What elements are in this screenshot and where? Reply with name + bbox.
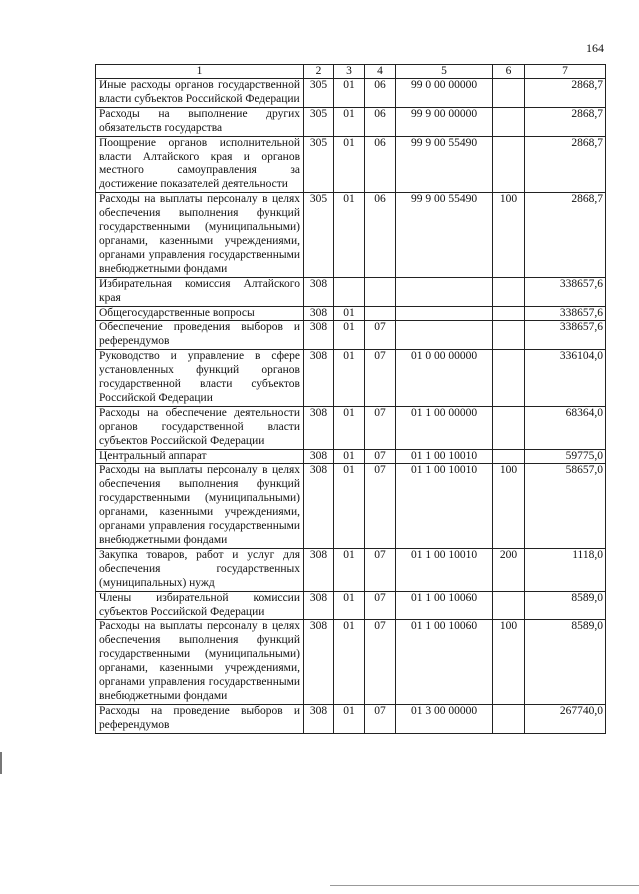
amount-value: 338657,6 — [525, 306, 606, 321]
amount-value: 267740,0 — [525, 704, 606, 733]
row-description: Члены избирательной комиссии субъектов Российской Федерации — [96, 591, 304, 620]
section-code: 01 — [334, 449, 365, 464]
expense-type-code — [493, 591, 525, 620]
page-bottom-border — [330, 885, 639, 886]
table-row — [96, 464, 606, 548]
target-article-code: 99 9 00 55490 — [396, 136, 493, 193]
section-code: 01 — [334, 350, 365, 407]
section-code: 01 — [334, 136, 365, 193]
subsection-code: 07 — [365, 449, 396, 464]
scan-edge-mark — [0, 752, 2, 774]
table-row — [96, 79, 606, 108]
section-code: 01 — [334, 591, 365, 620]
column-header: 2 — [304, 65, 334, 79]
expense-type-code — [493, 136, 525, 193]
expense-type-code: 100 — [493, 193, 525, 277]
table-row — [96, 350, 606, 407]
amount-value: 8589,0 — [525, 591, 606, 620]
budget-table — [95, 64, 606, 734]
table-header-row — [96, 65, 606, 79]
admin-code: 308 — [304, 406, 334, 449]
row-description: Расходы на выполнение других обязательств государства — [96, 107, 304, 136]
row-description: Центральный аппарат — [96, 449, 304, 464]
admin-code: 308 — [304, 464, 334, 548]
subsection-code: 06 — [365, 107, 396, 136]
section-code: 01 — [334, 321, 365, 350]
subsection-code: 07 — [365, 591, 396, 620]
target-article-code: 01 1 00 10060 — [396, 620, 493, 704]
target-article-code: 01 1 00 10060 — [396, 591, 493, 620]
target-article-code: 99 9 00 55490 — [396, 193, 493, 277]
expense-type-code — [493, 306, 525, 321]
target-article-code — [396, 277, 493, 306]
expense-type-code: 200 — [493, 548, 525, 591]
target-article-code: 01 1 00 10010 — [396, 464, 493, 548]
amount-value: 336104,0 — [525, 350, 606, 407]
subsection-code: 07 — [365, 704, 396, 733]
row-description: Расходы на выплаты персоналу в целях обеспечения выполнения функций государственными (муниципальными) органами, казенными учреждениями, органами управления государственными внебюджетными фондами — [96, 193, 304, 277]
row-description: Расходы на выплаты персоналу в целях обеспечения выполнения функций государственными (муниципальными) органами, казенными учреждениями, органами управления государственными внебюджетными фондами — [96, 464, 304, 548]
amount-value: 8589,0 — [525, 620, 606, 704]
row-description: Избирательная комиссия Алтайского края — [96, 277, 304, 306]
target-article-code: 99 0 00 00000 — [396, 79, 493, 108]
target-article-code: 01 1 00 10010 — [396, 449, 493, 464]
column-header: 7 — [525, 65, 606, 79]
column-header: 6 — [493, 65, 525, 79]
section-code: 01 — [334, 548, 365, 591]
row-description: Иные расходы органов государственной власти субъектов Российской Федерации — [96, 79, 304, 108]
subsection-code: 07 — [365, 620, 396, 704]
table-row — [96, 449, 606, 464]
column-header: 4 — [365, 65, 396, 79]
admin-code: 308 — [304, 350, 334, 407]
table-row — [96, 704, 606, 733]
expense-type-code — [493, 704, 525, 733]
target-article-code: 01 1 00 00000 — [396, 406, 493, 449]
amount-value: 59775,0 — [525, 449, 606, 464]
table-row — [96, 591, 606, 620]
expense-type-code — [493, 277, 525, 306]
section-code: 01 — [334, 193, 365, 277]
expense-type-code — [493, 79, 525, 108]
table-row — [96, 548, 606, 591]
table-row — [96, 136, 606, 193]
admin-code: 308 — [304, 306, 334, 321]
admin-code: 308 — [304, 277, 334, 306]
target-article-code: 99 9 00 00000 — [396, 107, 493, 136]
section-code: 01 — [334, 79, 365, 108]
expense-type-code — [493, 107, 525, 136]
amount-value: 2868,7 — [525, 79, 606, 108]
target-article-code: 01 0 00 00000 — [396, 350, 493, 407]
target-article-code — [396, 321, 493, 350]
row-description: Общегосударственные вопросы — [96, 306, 304, 321]
amount-value: 338657,6 — [525, 321, 606, 350]
expense-type-code — [493, 406, 525, 449]
admin-code: 308 — [304, 449, 334, 464]
row-description: Закупка товаров, работ и услуг для обеспечения государственных (муниципальных) нужд — [96, 548, 304, 591]
row-description: Поощрение органов исполнительной власти Алтайского края и органов местного самоуправления за достижение показателей деятельности — [96, 136, 304, 193]
amount-value: 68364,0 — [525, 406, 606, 449]
subsection-code: 06 — [365, 193, 396, 277]
target-article-code: 01 3 00 00000 — [396, 704, 493, 733]
amount-value: 2868,7 — [525, 193, 606, 277]
admin-code: 308 — [304, 591, 334, 620]
admin-code: 308 — [304, 620, 334, 704]
column-header: 5 — [396, 65, 493, 79]
target-article-code — [396, 306, 493, 321]
subsection-code — [365, 277, 396, 306]
amount-value: 58657,0 — [525, 464, 606, 548]
table-row — [96, 193, 606, 277]
subsection-code: 07 — [365, 321, 396, 350]
section-code: 01 — [334, 620, 365, 704]
admin-code: 308 — [304, 321, 334, 350]
table-row — [96, 620, 606, 704]
amount-value: 338657,6 — [525, 277, 606, 306]
expense-type-code: 100 — [493, 620, 525, 704]
subsection-code: 07 — [365, 548, 396, 591]
expense-type-code — [493, 321, 525, 350]
admin-code: 305 — [304, 79, 334, 108]
table-row — [96, 107, 606, 136]
admin-code: 308 — [304, 704, 334, 733]
page-number: 164 — [586, 41, 604, 55]
target-article-code: 01 1 00 10010 — [396, 548, 493, 591]
expense-type-code: 100 — [493, 464, 525, 548]
expense-type-code — [493, 350, 525, 407]
section-code: 01 — [334, 306, 365, 321]
row-description: Руководство и управление в сфере установленных функций органов государственной власти субъектов Российской Федерации — [96, 350, 304, 407]
row-description: Расходы на обеспечение деятельности органов государственной власти субъектов Российской Федерации — [96, 406, 304, 449]
subsection-code: 07 — [365, 406, 396, 449]
table-row — [96, 277, 606, 306]
admin-code: 305 — [304, 136, 334, 193]
admin-code: 305 — [304, 107, 334, 136]
admin-code: 305 — [304, 193, 334, 277]
column-header: 3 — [334, 65, 365, 79]
row-description: Расходы на выплаты персоналу в целях обеспечения выполнения функций государственными (муниципальными) органами, казенными учреждениями, органами управления государственными внебюджетными фондами — [96, 620, 304, 704]
section-code: 01 — [334, 464, 365, 548]
section-code: 01 — [334, 704, 365, 733]
section-code — [334, 277, 365, 306]
amount-value: 1118,0 — [525, 548, 606, 591]
admin-code: 308 — [304, 548, 334, 591]
row-description: Расходы на проведение выборов и референдумов — [96, 704, 304, 733]
table-row — [96, 406, 606, 449]
column-header: 1 — [96, 65, 304, 79]
subsection-code: 07 — [365, 350, 396, 407]
expense-type-code — [493, 449, 525, 464]
amount-value: 2868,7 — [525, 107, 606, 136]
subsection-code: 07 — [365, 464, 396, 548]
subsection-code — [365, 306, 396, 321]
row-description: Обеспечение проведения выборов и референдумов — [96, 321, 304, 350]
subsection-code: 06 — [365, 136, 396, 193]
section-code: 01 — [334, 406, 365, 449]
amount-value: 2868,7 — [525, 136, 606, 193]
subsection-code: 06 — [365, 79, 396, 108]
section-code: 01 — [334, 107, 365, 136]
table-row — [96, 306, 606, 321]
table-row — [96, 321, 606, 350]
